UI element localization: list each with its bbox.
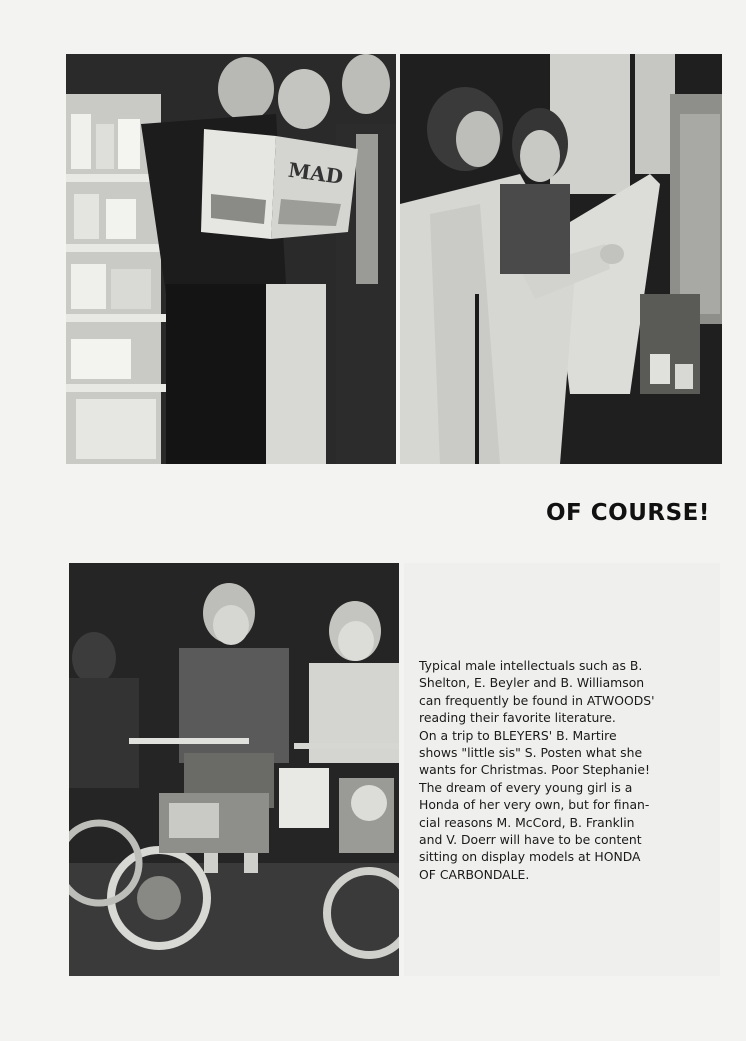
caption-line: can frequently be found in ATWOODS'	[419, 692, 655, 708]
caption-line: wants for Christmas. Poor Stephanie!	[419, 762, 650, 778]
caption-line: The dream of every young girl is a	[419, 779, 633, 795]
caption-line: shows "little sis" S. Posten what she	[419, 745, 643, 761]
photo-women-looking-at-dress	[400, 54, 722, 464]
caption-line: reading their favorite literature.	[419, 710, 616, 726]
caption-line: sitting on display models at HONDA	[419, 849, 641, 865]
caption-line: and V. Doerr will have to be content	[419, 832, 642, 848]
caption-line: cial reasons M. McCord, B. Franklin	[419, 814, 635, 830]
photo-girls-on-motorcycles	[69, 563, 399, 976]
caption-line: Honda of her very own, but for finan-	[419, 797, 650, 813]
page-headline: OF COURSE!	[546, 500, 710, 526]
caption-line: OF CARBONDALE.	[419, 866, 530, 882]
magazine-masthead: MAD	[286, 157, 345, 190]
photo-boys-reading-magazine	[66, 54, 396, 464]
caption-line: Shelton, E. Beyler and B. Williamson	[419, 675, 645, 691]
photo-caption	[419, 657, 719, 883]
caption-line: On a trip to BLEYERS' B. Martire	[419, 727, 617, 743]
caption-line: Typical male intellectuals such as B.	[419, 658, 643, 673]
